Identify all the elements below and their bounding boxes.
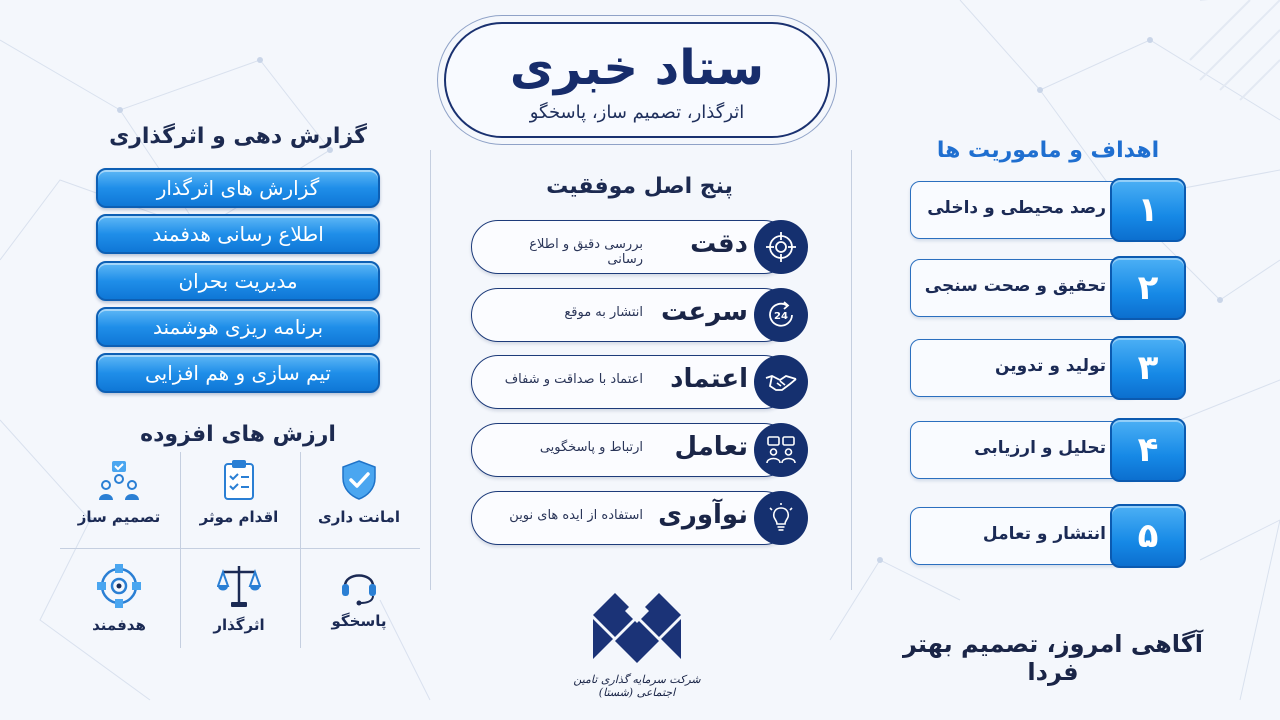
principle-icon-badge	[754, 355, 808, 409]
header-banner	[444, 22, 830, 138]
goals-title: اهداف و ماموریت ها	[936, 138, 1160, 163]
value-item	[304, 562, 414, 630]
goal-number: ۵	[1110, 504, 1186, 568]
goal-number: ۱	[1110, 178, 1186, 242]
principle-desc: انتشار به موقع	[564, 305, 643, 320]
target-icon	[95, 562, 143, 610]
principle-word: اعتماد	[670, 364, 748, 394]
value-label: امانت داری	[317, 508, 401, 526]
value-item	[304, 458, 414, 526]
page-title: ستاد خبری	[509, 40, 765, 96]
principle-icon-badge	[754, 491, 808, 545]
value-label: تصمیم ساز	[77, 508, 161, 526]
goal-label: تحقیق و صحت سنجی	[924, 276, 1106, 296]
principle-row	[471, 355, 808, 409]
team-decision-icon	[97, 458, 141, 502]
scales-icon	[217, 562, 261, 610]
principle-row	[471, 220, 808, 274]
principle-row	[471, 491, 808, 545]
principle-row	[471, 288, 808, 342]
goal-number: ۴	[1110, 418, 1186, 482]
headset-icon	[337, 562, 381, 606]
goal-number: ۳	[1110, 336, 1186, 400]
principle-icon-badge	[754, 423, 808, 477]
reporting-title: گزارش دهی و اثرگذاری	[109, 124, 367, 149]
principle-word: دقت	[690, 229, 748, 259]
goal-number: ۲	[1110, 256, 1186, 320]
principle-word: تعامل	[674, 432, 748, 462]
value-label: اقدام موثر	[199, 508, 279, 526]
goal-row	[910, 418, 1186, 482]
clipboard-check-icon	[219, 458, 259, 502]
principle-desc: اعتماد با صداقت و شفاف	[504, 372, 643, 387]
shasta-logo	[588, 590, 686, 674]
svg-text:24: 24	[774, 311, 788, 322]
principle-row	[471, 423, 808, 477]
logo-caption: شرکت سرمایه گذاری تامین اجتماعی (شستا)	[573, 673, 701, 699]
value-label: پاسخگو	[331, 612, 387, 630]
value-item	[64, 458, 174, 526]
goal-row	[910, 336, 1186, 400]
slogan: آگاهی امروز، تصمیم بهتر فردا	[903, 630, 1203, 686]
page-subtitle: اثرگذار، تصمیم ساز، پاسخگو	[529, 102, 745, 123]
goal-label: انتشار و تعامل	[982, 524, 1106, 544]
reporting-item: مدیریت بحران	[96, 261, 380, 301]
reporting-item: تیم سازی و هم افزایی	[96, 353, 380, 393]
goal-label: تحلیل و ارزیابی	[974, 438, 1106, 458]
conversation-icon	[765, 434, 797, 466]
goal-label: تولید و تدوین	[994, 356, 1106, 376]
divider-left	[430, 150, 431, 590]
goal-row	[910, 256, 1186, 320]
reporting-item: گزارش های اثرگذار	[96, 168, 380, 208]
principles-title: پنج اصل موفقیت	[546, 174, 733, 199]
value-label: اثرگذار	[213, 616, 265, 634]
handshake-icon	[764, 366, 798, 398]
shield-check-icon	[339, 458, 379, 502]
lightbulb-icon	[765, 502, 797, 534]
values-grid-line	[60, 548, 420, 549]
reporting-item: اطلاع رسانی هدفمند	[96, 214, 380, 254]
principle-icon-badge	[754, 288, 808, 342]
values-title: ارزش های افزوده	[140, 422, 336, 447]
principle-desc: استفاده از ایده های نوین	[509, 508, 643, 523]
principle-desc: ارتباط و پاسخگویی	[539, 440, 643, 455]
goal-row	[910, 178, 1186, 242]
principle-icon-badge	[754, 220, 808, 274]
values-grid-line	[180, 452, 181, 648]
goal-row	[910, 504, 1186, 568]
value-item	[184, 458, 294, 526]
reporting-item: برنامه ریزی هوشمند	[96, 307, 380, 347]
value-item	[64, 562, 174, 634]
principle-word: نوآوری	[658, 500, 748, 530]
crosshair-icon	[765, 231, 797, 263]
divider-right	[851, 150, 852, 590]
values-grid-line	[300, 452, 301, 648]
clock-24-icon	[765, 299, 797, 331]
principle-desc: بررسی دقیق و اطلاع رسانی	[529, 237, 643, 267]
goal-label: رصد محیطی و داخلی	[927, 198, 1106, 218]
value-label: هدفمند	[92, 616, 146, 634]
principle-word: سرعت	[660, 297, 748, 327]
value-item	[184, 562, 294, 634]
